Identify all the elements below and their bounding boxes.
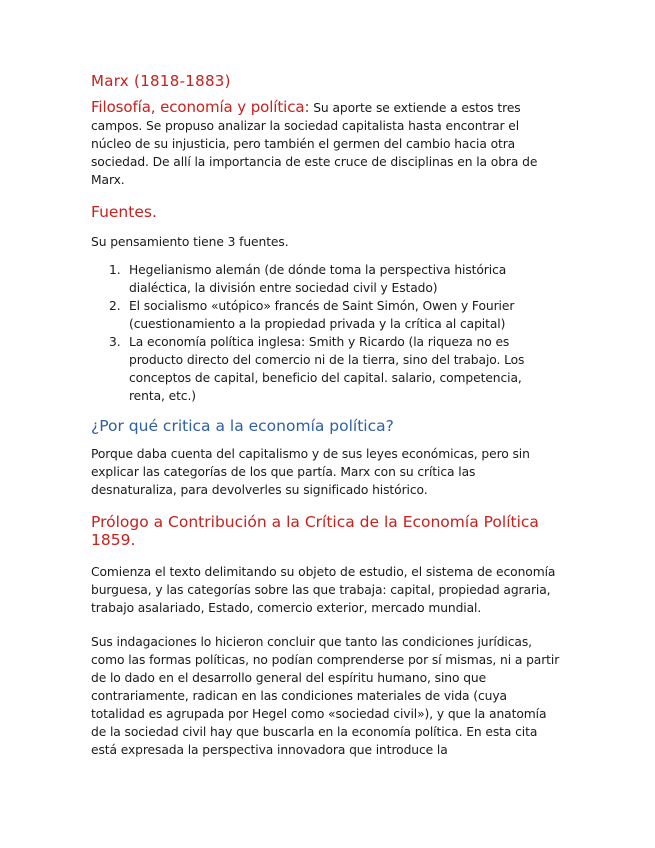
list-number: 2. bbox=[109, 299, 121, 313]
sources-list bbox=[91, 261, 561, 405]
list-number: 1. bbox=[109, 263, 121, 277]
list-text: Hegelianismo alemán (de dónde toma la perspectiva histórica dialéctica, la división entre sociedad civil y Estado) bbox=[129, 263, 507, 295]
list-number: 3. bbox=[109, 335, 121, 349]
list-item bbox=[91, 333, 561, 405]
intro-text: Su aporte se extiende a estos tres campos. Se propuso analizar la sociedad capitalista hasta encontrar el núcleo de su injusticia, pero también el germen del cambio hacia otra sociedad. De allí la importancia de este cruce de disciplinas en la obra de Marx. bbox=[91, 101, 538, 187]
prologue-heading: Prólogo a Contribución a la Crítica de la Economía Política 1859. bbox=[91, 513, 539, 549]
prologue-paragraph-2: Sus indagaciones lo hicieron concluir que tanto las condiciones jurídicas, como las formas políticas, no podían comprenderse por sí mismas, ni a partir de lo dado en el desarrollo general del espíritu humano, sino que contrariamente, radican en las condiciones materiales de vida (cuya totalidad es agrupada por Hegel como «sociedad civil»), y que la anatomía de la sociedad civil hay que buscarla en la economía política. En esta cita está expresada la perspectiva innovadora que introduce la bbox=[91, 635, 560, 757]
intro-paragraph bbox=[91, 98, 561, 189]
list-item bbox=[91, 297, 561, 333]
intro-lead: Filosofía, economía y política: bbox=[91, 98, 310, 116]
page-title: Marx (1818-1883) bbox=[91, 72, 231, 90]
document-content bbox=[91, 72, 561, 759]
critique-heading: ¿Por qué critica a la economía política? bbox=[91, 417, 394, 435]
sources-heading: Fuentes. bbox=[91, 203, 157, 221]
list-item bbox=[91, 261, 561, 297]
critique-paragraph: Porque daba cuenta del capitalismo y de sus leyes económicas, pero sin explicar las categorías de los que partía. Marx con su crítica las desnaturaliza, para devolverles su significado histórico. bbox=[91, 447, 530, 497]
list-text: La economía política inglesa: Smith y Ricardo (la riqueza no es producto directo del comercio ni de la tierra, sino del trabajo. Los conceptos de capital, beneficio del capital. salario, competencia, renta, etc.) bbox=[129, 335, 525, 403]
sources-intro: Su pensamiento tiene 3 fuentes. bbox=[91, 235, 289, 249]
list-text: El socialismo «utópico» francés de Saint Simón, Owen y Fourier (cuestionamiento a la propiedad privada y la crítica al capital) bbox=[129, 299, 515, 331]
prologue-paragraph-1: Comienza el texto delimitando su objeto de estudio, el sistema de economía burguesa, y las categorías sobre las que trabaja: capital, propiedad agraria, trabajo asalariado, Estado, comercio exterior, mercado mundial. bbox=[91, 565, 556, 615]
